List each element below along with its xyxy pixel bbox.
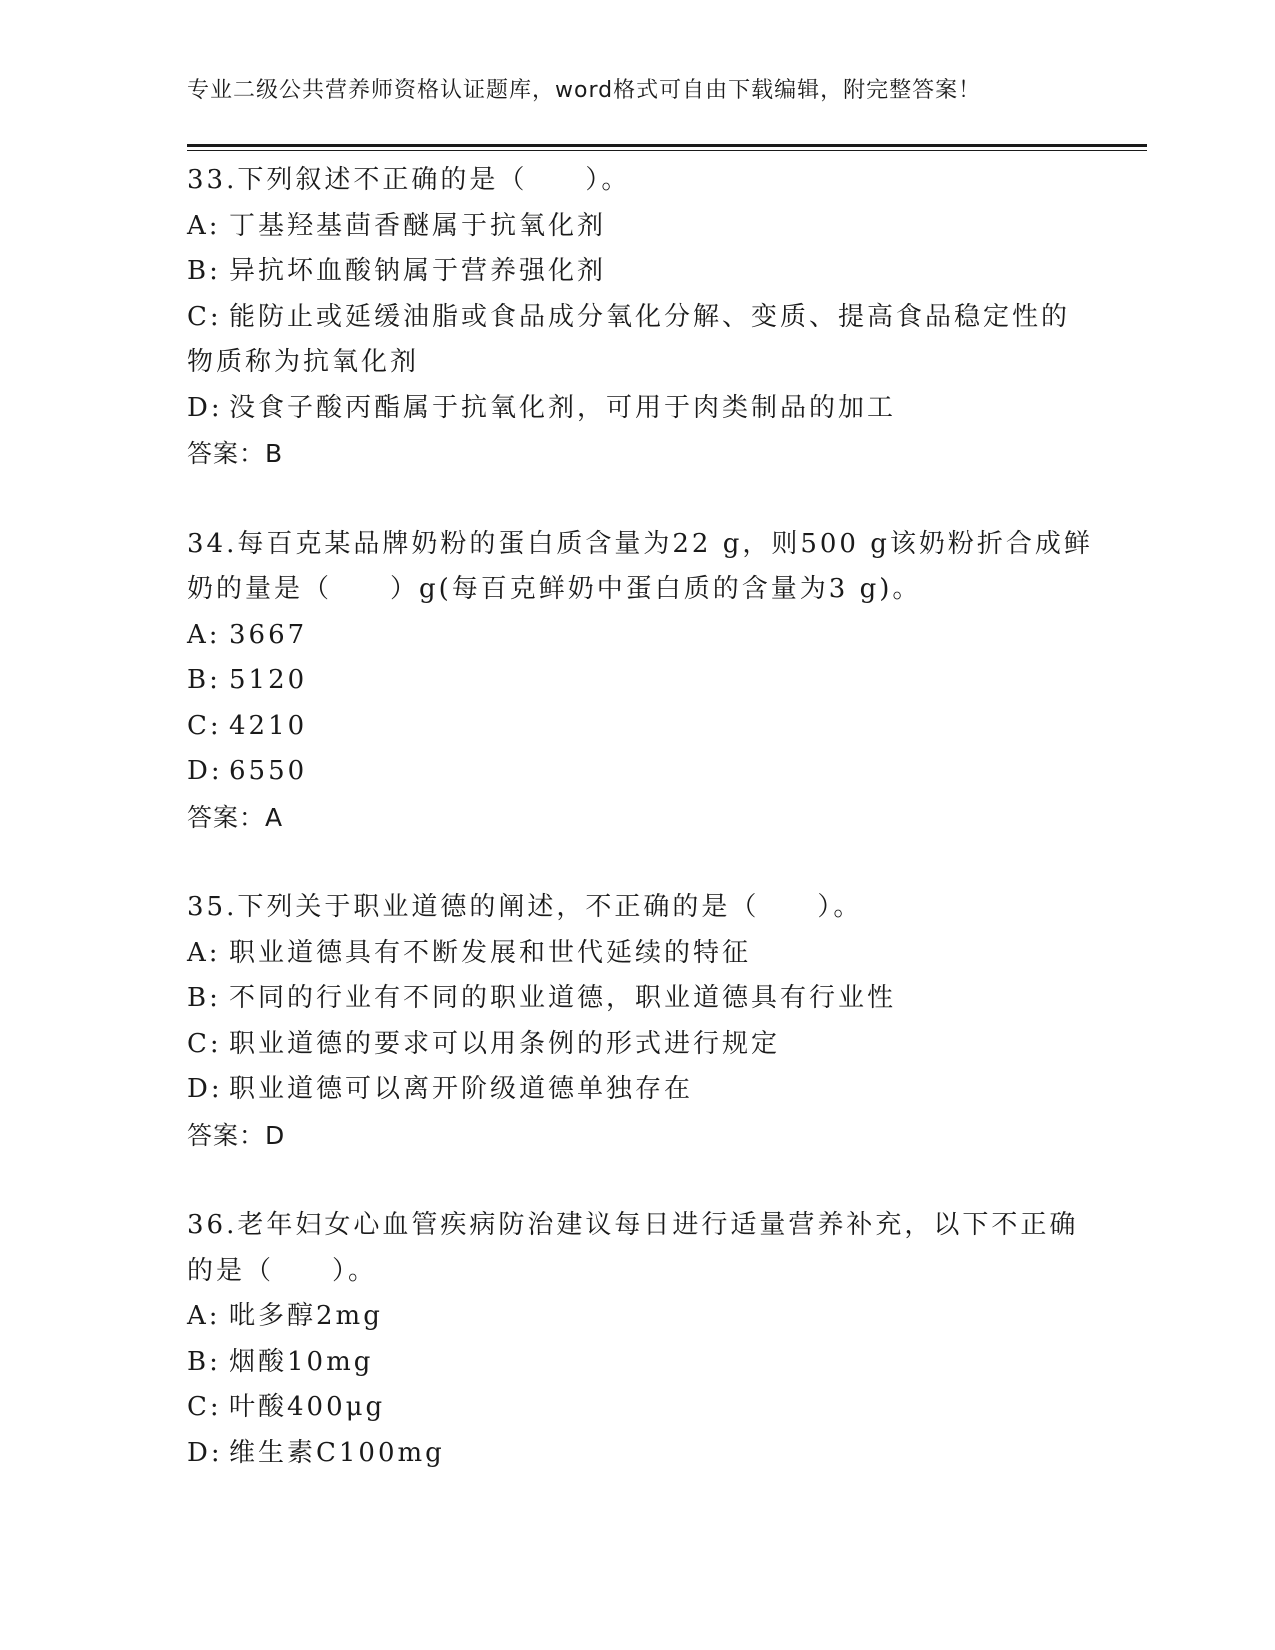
answer-line: 答案：A	[187, 802, 284, 832]
question-stem: 35.下列关于职业道德的阐述，不正确的是（ ）。	[187, 892, 863, 922]
option-text: 3667	[229, 619, 308, 650]
option-text: 异抗坏血酸钠属于营养强化剂	[229, 256, 607, 286]
question-stem: 的是（ ）。	[187, 1255, 378, 1286]
option-text: 职业道德可以离开阶级道德单独存在	[229, 1074, 694, 1104]
option-line	[187, 704, 1087, 750]
option-text: 不同的行业有不同的职业道德，职业道德具有行业性	[229, 983, 897, 1013]
option-line	[187, 976, 1087, 1022]
option-letter: B:	[187, 983, 221, 1013]
option-letter: A:	[187, 619, 221, 650]
question-stem: 36.老年妇女心血管疾病防治建议每日进行适量营养补充，以下不正确	[187, 1210, 1079, 1240]
option-letter: C:	[187, 1392, 222, 1422]
option-letter: A:	[187, 1301, 221, 1331]
question-stem: 34.每百克某品牌奶粉的蛋白质含量为22 g，则500 g该奶粉折合成鲜	[187, 528, 1093, 559]
option-text: 维生素C100mg	[229, 1437, 445, 1468]
option-line	[187, 1340, 1087, 1386]
option-letter: D:	[187, 1437, 223, 1468]
option-letter: D:	[187, 392, 223, 423]
option-letter: C:	[187, 301, 222, 332]
option-letter: B:	[187, 256, 221, 286]
answer-line: 答案：B	[187, 439, 284, 468]
option-line	[187, 1431, 1087, 1477]
option-text: 叶酸400μg	[229, 1392, 386, 1422]
option-line	[187, 1385, 1087, 1431]
option-letter: A:	[187, 210, 221, 241]
option-text: 6550	[229, 756, 308, 786]
question-block	[187, 885, 1087, 1158]
option-line	[187, 613, 1087, 659]
option-text: 4210	[229, 710, 308, 741]
question-stem: 33.下列叙述不正确的是（ ）。	[187, 165, 631, 195]
option-text: 职业道德的要求可以用条例的形式进行规定	[229, 1028, 781, 1059]
answer-line: 答案：D	[187, 1120, 286, 1150]
question-stem: 奶的量是（ ）g(每百克鲜奶中蛋白质的含量为3 g)。	[187, 574, 922, 604]
header-rule-thin	[187, 150, 1147, 151]
option-letter: B:	[187, 1346, 221, 1377]
option-text: 能防止或延缓油脂或食品成分氧化分解、变质、提高食品稳定性的	[229, 301, 1071, 332]
option-line	[187, 931, 1087, 977]
option-letter: D:	[187, 1074, 223, 1104]
option-letter: D:	[187, 756, 223, 786]
option-line	[187, 204, 1087, 250]
option-line	[187, 749, 1087, 795]
option-text: 5120	[229, 665, 308, 695]
option-text: 丁基羟基茴香醚属于抗氧化剂	[229, 210, 607, 241]
option-line	[187, 658, 1087, 704]
option-line	[187, 1022, 1087, 1068]
option-line	[187, 249, 1087, 295]
option-line	[187, 295, 1087, 341]
option-line	[187, 1067, 1087, 1113]
option-line	[187, 1294, 1087, 1340]
question-list	[187, 158, 1093, 1521]
option-letter: B:	[187, 665, 221, 695]
option-text: 烟酸10mg	[229, 1346, 374, 1377]
option-line	[187, 386, 1087, 432]
option-text: 物质称为抗氧化剂	[187, 347, 420, 377]
option-letter: A:	[187, 937, 221, 968]
option-text: 吡多醇2mg	[229, 1301, 383, 1331]
option-letter: C:	[187, 710, 222, 741]
page-header: 专业二级公共营养师资格认证题库，word格式可自由下载编辑，附完整答案！	[187, 78, 982, 103]
option-text: 职业道德具有不断发展和世代延续的特征	[229, 937, 752, 968]
question-block	[187, 158, 1087, 477]
question-block	[187, 522, 1093, 841]
option-letter: C:	[187, 1028, 222, 1059]
question-block	[187, 1203, 1087, 1476]
option-text: 没食子酸丙酯属于抗氧化剂，可用于肉类制品的加工	[229, 392, 897, 423]
option-line	[187, 340, 1087, 386]
header-rule-thick	[187, 144, 1147, 147]
